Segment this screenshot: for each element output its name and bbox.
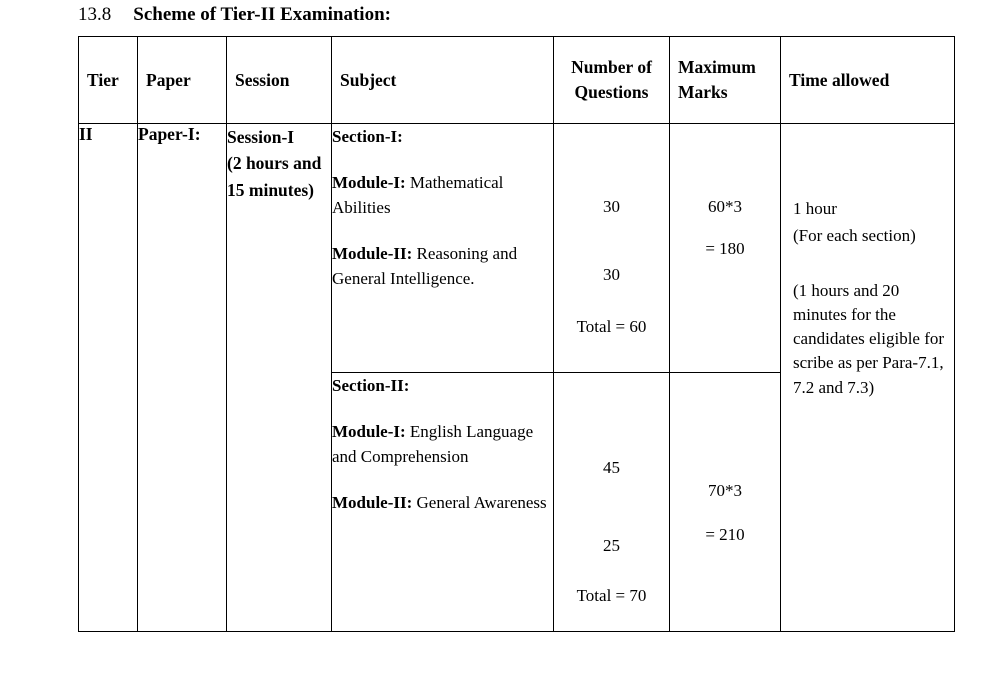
column-header-maximum-marks-line1: Maximum: [678, 56, 756, 77]
cell-questions-section-1: [554, 124, 670, 373]
section-1-module-2: [332, 241, 553, 292]
section-1-module-2-text: Reasoning and General Intelligence.: [332, 243, 518, 288]
section-1-total-questions: Total = 60: [576, 317, 647, 336]
column-header-number-of-questions-line1: Number of: [571, 56, 652, 77]
column-header-tier: Tier: [79, 37, 138, 124]
cell-questions-section-2: [554, 373, 670, 632]
table-header-row: [79, 37, 955, 124]
section-2-module-1: [332, 419, 553, 470]
section-2-module-2: [332, 490, 553, 516]
cell-subject-section-1: [332, 124, 554, 373]
section-1-module-2-questions: 30: [603, 265, 620, 284]
section-2-total-questions: Total = 70: [576, 586, 647, 605]
column-header-number-of-questions: [554, 37, 670, 124]
section-1-title: Section-I:: [332, 127, 403, 146]
section-2-module-2-questions: 25: [603, 536, 620, 555]
section-2-module-2-text: General Awareness: [416, 492, 547, 512]
section-2-marks-calc: 70*3: [708, 481, 742, 500]
cell-tier: II: [79, 124, 138, 632]
cell-marks-section-2: [670, 373, 781, 632]
section-1-marks-total: = 180: [705, 239, 745, 258]
section-2-module-1-questions: 45: [603, 458, 620, 477]
cell-paper: Paper-I:: [138, 124, 227, 632]
cell-time-allowed: [781, 124, 955, 632]
section-1-module-1: [332, 170, 553, 221]
section-1-module-2-name: Module-II:: [332, 243, 413, 263]
section-2-module-1-name: Module-I:: [332, 421, 406, 441]
column-header-paper: Paper: [138, 37, 227, 124]
section-1-module-1-text: Mathematical Abilities: [332, 172, 504, 217]
time-allowed-primary: 1 hour: [793, 199, 837, 218]
cell-marks-section-1: [670, 124, 781, 373]
tier-2-exam-scheme-table: [78, 36, 955, 632]
section-1-module-1-questions: 30: [603, 197, 620, 216]
column-header-maximum-marks: [670, 37, 781, 124]
table-row: [79, 124, 955, 373]
time-allowed-per-section: (For each section): [793, 226, 916, 245]
section-1-marks-calc: 60*3: [708, 197, 742, 216]
column-header-subject: Subject: [332, 37, 554, 124]
section-2-title: Section-II:: [332, 376, 410, 395]
time-allowed-scribe-note: (1 hours and 20 minutes for the candidates eligible for scribe as per Para-7.1, 7.2 and 7.3): [793, 281, 945, 397]
page-title: [78, 4, 391, 26]
session-label: Session-I: [227, 127, 295, 147]
section-2-marks-total: = 210: [705, 525, 745, 544]
session-duration: (2 hours and 15 minutes): [227, 153, 322, 200]
section-2-module-2-name: Module-II:: [332, 492, 413, 512]
column-header-number-of-questions-line2: Questions: [574, 82, 649, 102]
column-header-session: Session: [227, 37, 332, 124]
cell-subject-section-2: [332, 373, 554, 632]
section-2-module-1-text: English Language and Comprehension: [332, 421, 534, 466]
section-number: 13.8: [78, 4, 112, 25]
section-title: Scheme of Tier-II Examination:: [133, 4, 391, 25]
column-header-time-allowed: Time allowed: [781, 37, 955, 124]
section-1-module-1-name: Module-I:: [332, 172, 406, 192]
column-header-maximum-marks-line2: Marks: [678, 82, 728, 102]
cell-session: [227, 124, 332, 632]
